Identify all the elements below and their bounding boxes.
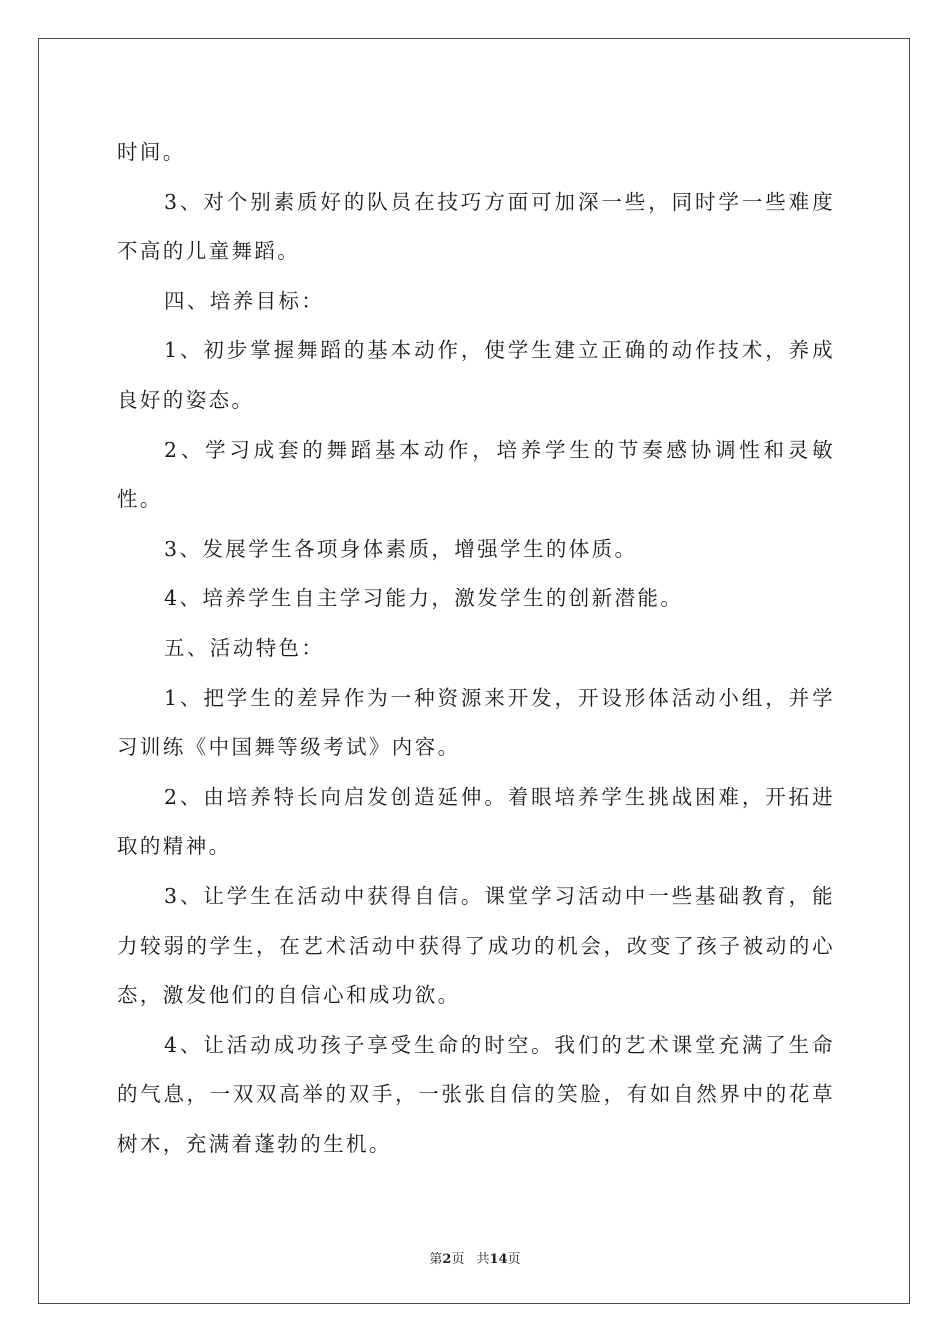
page-suffix: 页 (451, 1252, 465, 1267)
paragraph: 1、把学生的差异作为一种资源来开发，开设形体活动小组，并学习训练《中国舞等级考试》内容。 (117, 685, 835, 760)
section-heading: 五、活动特色： (164, 635, 325, 660)
page-prefix: 第 (429, 1252, 443, 1267)
paragraph: 2、由培养特长向启发创造延伸。着眼培养学生挑战困难，开拓进取的精神。 (117, 784, 835, 859)
paragraph: 3、让学生在活动中获得自信。课堂学习活动中一些基础教育，能力较弱的学生，在艺术活动中获得了成功的机会，改变了孩子被动的心态，激发他们的自信心和成功欲。 (117, 883, 835, 1008)
total-pages: 14 (489, 1252, 508, 1267)
paragraph: 4、培养学生自主学习能力，激发学生的创新潜能。 (164, 586, 684, 611)
paragraph: 3、发展学生各项身体素质，增强学生的体质。 (164, 536, 638, 561)
paragraph: 2、学习成套的舞蹈基本动作，培养学生的节奏感协调性和灵敏性。 (117, 437, 835, 512)
page-footer (0, 1248, 950, 1267)
total-prefix: 共 (476, 1252, 490, 1267)
total-suffix: 页 (507, 1252, 521, 1267)
section-heading: 四、培养目标： (164, 288, 325, 313)
paragraph: 4、让活动成功孩子享受生命的时空。我们的艺术课堂充满了生命的气息，一双双高举的双手，一张张自信的笑脸，有如自然界中的花草树木，充满着蓬勃的生机。 (117, 1032, 835, 1156)
paragraph: 时间。 (117, 140, 186, 164)
page-number: 2 (442, 1252, 452, 1267)
paragraph: 3、对个别素质好的队员在技巧方面可加深一些，同时学一些难度不高的儿童舞蹈。 (117, 189, 835, 264)
document-body (117, 128, 835, 1169)
paragraph: 1、初步掌握舞蹈的基本动作，使学生建立正确的动作技术，养成良好的姿态。 (117, 338, 835, 412)
